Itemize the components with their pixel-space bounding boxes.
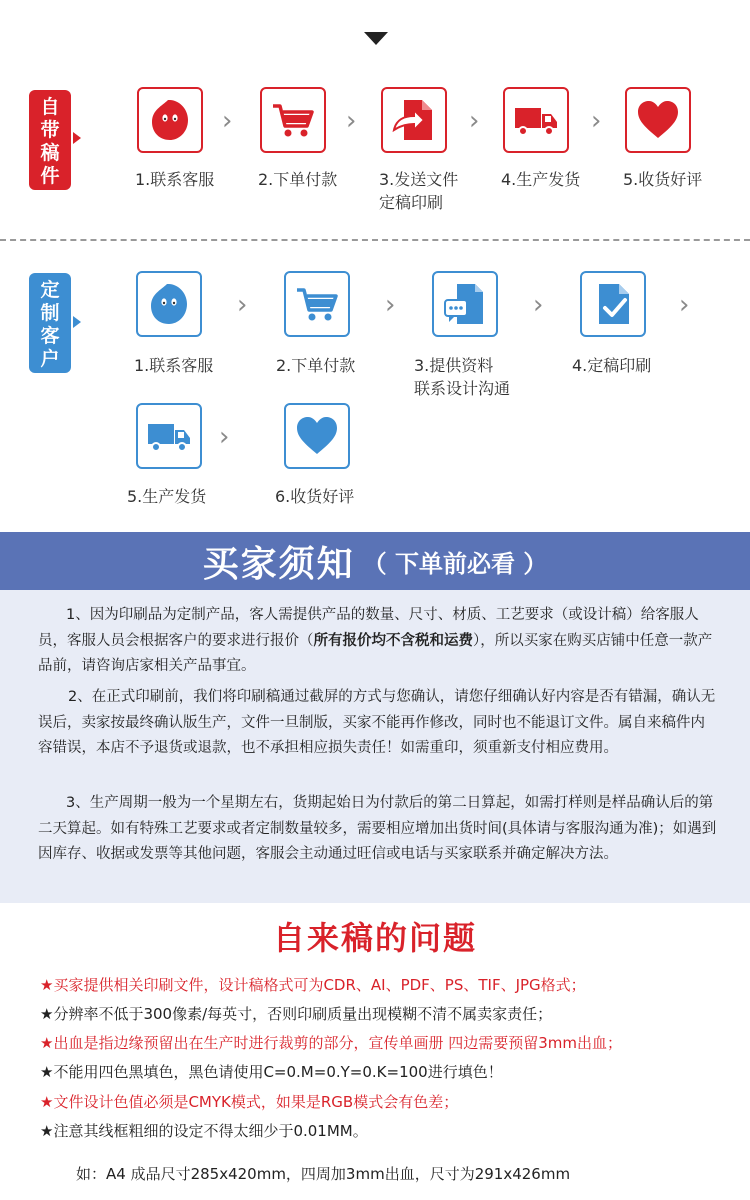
step-label: 5.收货好评 <box>623 170 703 189</box>
rule-resolution: ★分辨率不低于300像素/每英寸，否则印刷质量出现模糊不清不属卖家责任； <box>40 1005 553 1023</box>
step-label: 3.发送文件 <box>379 170 459 189</box>
tag-char: 稿 <box>40 142 60 164</box>
document-design-icon <box>440 279 490 329</box>
chevron-right-icon: › <box>346 106 357 136</box>
step-label: 6.收货好评 <box>275 487 355 506</box>
step-heart-icon-box <box>284 403 350 469</box>
tag-char: 带 <box>40 119 60 141</box>
tag-pointer-icon <box>73 316 81 328</box>
step-label: 5.生产发货 <box>127 487 207 506</box>
step-label: 1.联系客服 <box>135 170 215 189</box>
chevron-right-icon: › <box>679 290 690 320</box>
notice-paragraph-2: 2、在正式印刷前，我们将印刷稿通过截屏的方式与您确认，请您仔细确认好内容是否有错漏，确认无误后，卖家按最终确认版生产，文件一旦制版，买家不能再作修改，同时也不能退订文件。属自来稿件内容错误，本店不予退货或退款，也不承担相应损失责任！如需重印，须重新支付相应费用。 <box>38 689 716 756</box>
step-label: 4.生产发货 <box>501 170 581 189</box>
step-truck-icon-box <box>136 403 202 469</box>
step-chat-icon-box <box>137 87 203 153</box>
notice-panel <box>0 590 750 903</box>
step-label: 2.下单付款 <box>258 170 338 189</box>
tag-char: 定 <box>40 279 60 301</box>
step-check-icon-box <box>580 271 646 337</box>
down-arrow-icon <box>364 32 388 45</box>
step-chat-icon-box <box>136 271 202 337</box>
step-label: 2.下单付款 <box>276 356 356 375</box>
step-heart-icon-box <box>625 87 691 153</box>
step-design-icon-box <box>432 271 498 337</box>
step-label: 3.提供资料 <box>414 356 494 375</box>
chat-bubble-icon <box>145 95 195 145</box>
tag-char: 自 <box>40 96 60 118</box>
tag-char: 客 <box>40 325 60 347</box>
draft-issues-title: 自来稿的问题 <box>272 919 477 957</box>
tag-char: 户 <box>40 348 60 370</box>
section-divider <box>0 239 750 241</box>
step-cart-icon-box <box>260 87 326 153</box>
banner-title: 买家须知 <box>202 543 355 585</box>
heart-icon <box>292 411 342 461</box>
chat-bubble-icon <box>144 279 194 329</box>
shopping-cart-icon <box>292 279 342 329</box>
step-label: 4.定稿印刷 <box>572 356 652 375</box>
tag-char: 件 <box>40 165 60 187</box>
send-file-icon <box>389 95 439 145</box>
rule-line-thickness: ★注意其线框粗细的设定不得太细少于0.01MM。 <box>40 1122 368 1140</box>
rule-file-format: ★买家提供相关印刷文件，设计稿格式可为CDR、AI、PDF、PS、TIF、JPG格式； <box>40 976 586 994</box>
notice-text: 1、因为印刷品为定制产品，客人需提供产品的数量、尺寸、材质、工艺要求（或设计稿）给客服人员，客服人员会根据客户的要求进行报价（ <box>38 607 699 649</box>
step-send-file-icon-box <box>381 87 447 153</box>
step-label: 定稿印刷 <box>379 193 444 212</box>
chevron-right-icon: › <box>237 290 248 320</box>
notice-text: ），所以买家在购买店铺中任意一款产品前，请咨询店家相关产品事宜。 <box>38 632 713 674</box>
rule-color-mode: ★文件设计色值必须是CMYK模式，如果是RGB模式会有色差； <box>40 1093 459 1111</box>
heart-icon <box>633 95 683 145</box>
delivery-truck-icon <box>144 411 194 461</box>
document-check-icon <box>588 279 638 329</box>
delivery-truck-icon <box>511 95 561 145</box>
custom-client-tag <box>29 273 71 373</box>
tag-char: 制 <box>40 302 60 324</box>
chevron-right-icon: › <box>591 106 602 136</box>
step-cart-icon-box <box>284 271 350 337</box>
chevron-right-icon: › <box>385 290 396 320</box>
step-label: 1.联系客服 <box>134 356 214 375</box>
chevron-right-icon: › <box>222 106 233 136</box>
banner-subtitle: （ 下单前必看 ） <box>362 549 548 578</box>
notice-paragraph-3: 3、生产周期一般为一个星期左右，货期起始日为付款后的第二日算起，如需打样则是样品确认后的第二天算起。如有特殊工艺要求或者定制数量较多，需要相应增加出货时间(具体请与客服沟通为准)；如遇到因库存、收据或发票等其他问题，客服会主动通过旺信或电话与买家联系并确定解决方法。 <box>38 795 717 862</box>
shopping-cart-icon <box>268 95 318 145</box>
chevron-right-icon: › <box>533 290 544 320</box>
step-label: 联系设计沟通 <box>414 379 511 398</box>
tag-pointer-icon <box>73 132 81 144</box>
chevron-right-icon: › <box>219 422 230 452</box>
step-truck-icon-box <box>503 87 569 153</box>
buyer-notice-banner <box>0 532 750 590</box>
notice-bold-text: 所有报价均不含税和运费 <box>313 632 473 649</box>
notice-paragraph-1 <box>38 603 718 680</box>
rule-black-fill: ★不能用四色黑填色，黑色请使用C=0.M=0.Y=0.K=100进行填色！ <box>40 1063 503 1081</box>
chevron-right-icon: › <box>469 106 480 136</box>
rule-bleed: ★出血是指边缘预留出在生产时进行裁剪的部分，宣传单画册 四边需要预留3mm出血； <box>40 1034 622 1052</box>
self-draft-tag <box>29 90 71 190</box>
size-example: 如：A4 成品尺寸285x420mm，四周加3mm出血，尺寸为291x426mm <box>76 1165 571 1183</box>
